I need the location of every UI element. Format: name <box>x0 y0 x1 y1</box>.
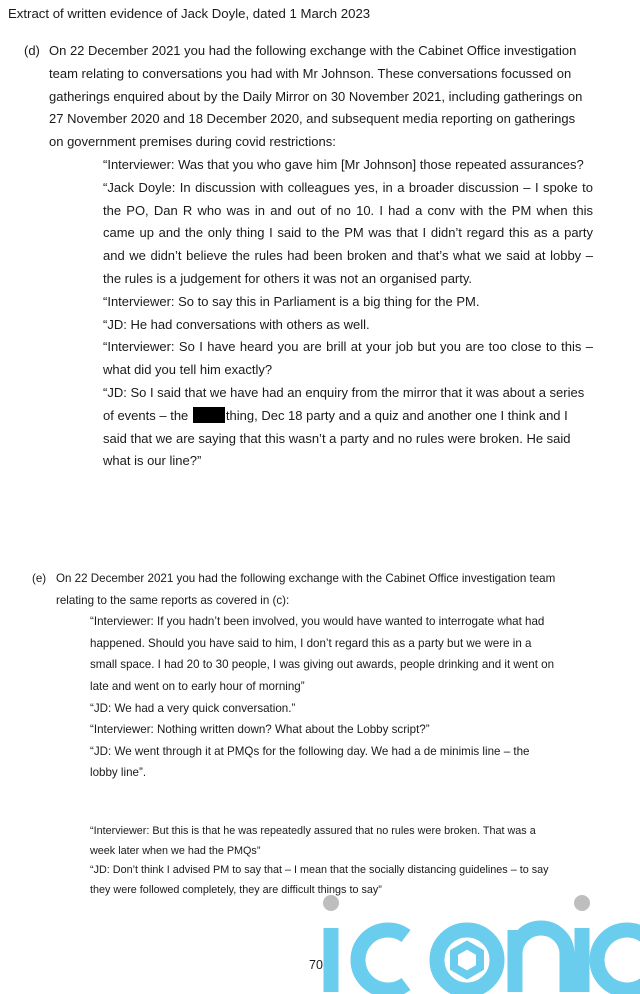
section-e-label: (e) <box>32 572 47 585</box>
quote-e-1: “Interviewer: If you hadn’t been involved, you would have wanted to interrogate what had happened. Should you have said to him, I don’t regard this as a party but we were in a small space. I had 20 to 30 people, I was giving out awards, people drinking and it went on late and went on to early hour of morning” <box>90 615 555 693</box>
quote-e-4: “JD: We went through it at PMQs for the following day. We had a de minimis line – the lobby line”. <box>90 744 530 780</box>
quote-d-6 <box>103 382 593 473</box>
section-d-label: (d) <box>24 43 40 58</box>
watermark-hexagon <box>454 945 480 975</box>
section-e-body <box>56 568 576 784</box>
section-d-body <box>49 40 593 473</box>
watermark-dot-2 <box>574 895 590 911</box>
watermark-letter-c1 <box>358 930 406 990</box>
quote-d-6-start: “JD: So I said that we have had an enquiry from the mirror that it was about a series of events – the <box>103 384 585 423</box>
quote-e-5: “Interviewer: But this is that he was repeatedly assured that no rules were broken. That was a week later when we had the PMQs” <box>90 825 536 857</box>
quote-d-2: “Jack Doyle: In discussion with colleagues yes, in a broader discussion – I spoke to the PO, Dan R who was in and out of no 10. I had a conv with the PM when this came up and the only thing I said to the PM was that I didn’t regard this as a party and we didn’t believe the rules had been broken and that’s what we said at lobby – the rules is a judgement for others it was not an organised party. <box>103 179 593 286</box>
quote-d-3: “Interviewer: So to say this in Parliament is a big thing for the PM. <box>103 293 480 309</box>
iconic-logo-watermark <box>310 880 640 994</box>
quote-d-5: “Interviewer: So I have heard you are brill at your job but you are too close to this – what did you tell him exactly? <box>103 339 593 378</box>
section-d-intro: On 22 December 2021 you had the following exchange with the Cabinet Office investigation team relating to conversations you had with Mr Johnson. These conversations focussed on gatherings enquired about by the Daily Mirror on 30 November 2021, including gatherings on 27 November 2020 and 18 December 2020, and subsequent media reporting on gatherings on government premises during covid restrictions: <box>49 43 583 150</box>
redaction-block <box>193 407 225 423</box>
quote-e-6: “JD: Don’t think I advised PM to say that – I mean that the socially distancing guidelines – to say they were followed completely, they are difficult things to say” <box>90 864 549 896</box>
section-e-intro: On 22 December 2021 you had the following exchange with the Cabinet Office investigation team relating to the same reports as covered in (c): <box>56 572 556 607</box>
quote-d-4: “JD: He had conversations with others as well. <box>103 316 370 332</box>
quote-d-1: “Interviewer: Was that you who gave him [Mr Johnson] those repeated assurances? <box>103 156 584 172</box>
quote-e-3: “Interviewer: Nothing written down? What about the Lobby script?” <box>90 723 430 737</box>
watermark-letter-o <box>437 930 497 990</box>
document-header: Extract of written evidence of Jack Doyle, dated 1 March 2023 <box>8 6 371 21</box>
watermark-dot-1 <box>323 895 339 911</box>
watermark-letter-n <box>515 928 567 992</box>
quote-d-6-end: thing, Dec 18 party and a quiz and another one I think and I said that we are saying that this wasn’t a party and no rules were broken. He said what is our line?” <box>103 407 571 469</box>
page-number: 70 <box>309 958 323 972</box>
quote-e-2: “JD: We had a very quick conversation.” <box>90 701 296 715</box>
watermark-letter-c2 <box>597 930 640 990</box>
